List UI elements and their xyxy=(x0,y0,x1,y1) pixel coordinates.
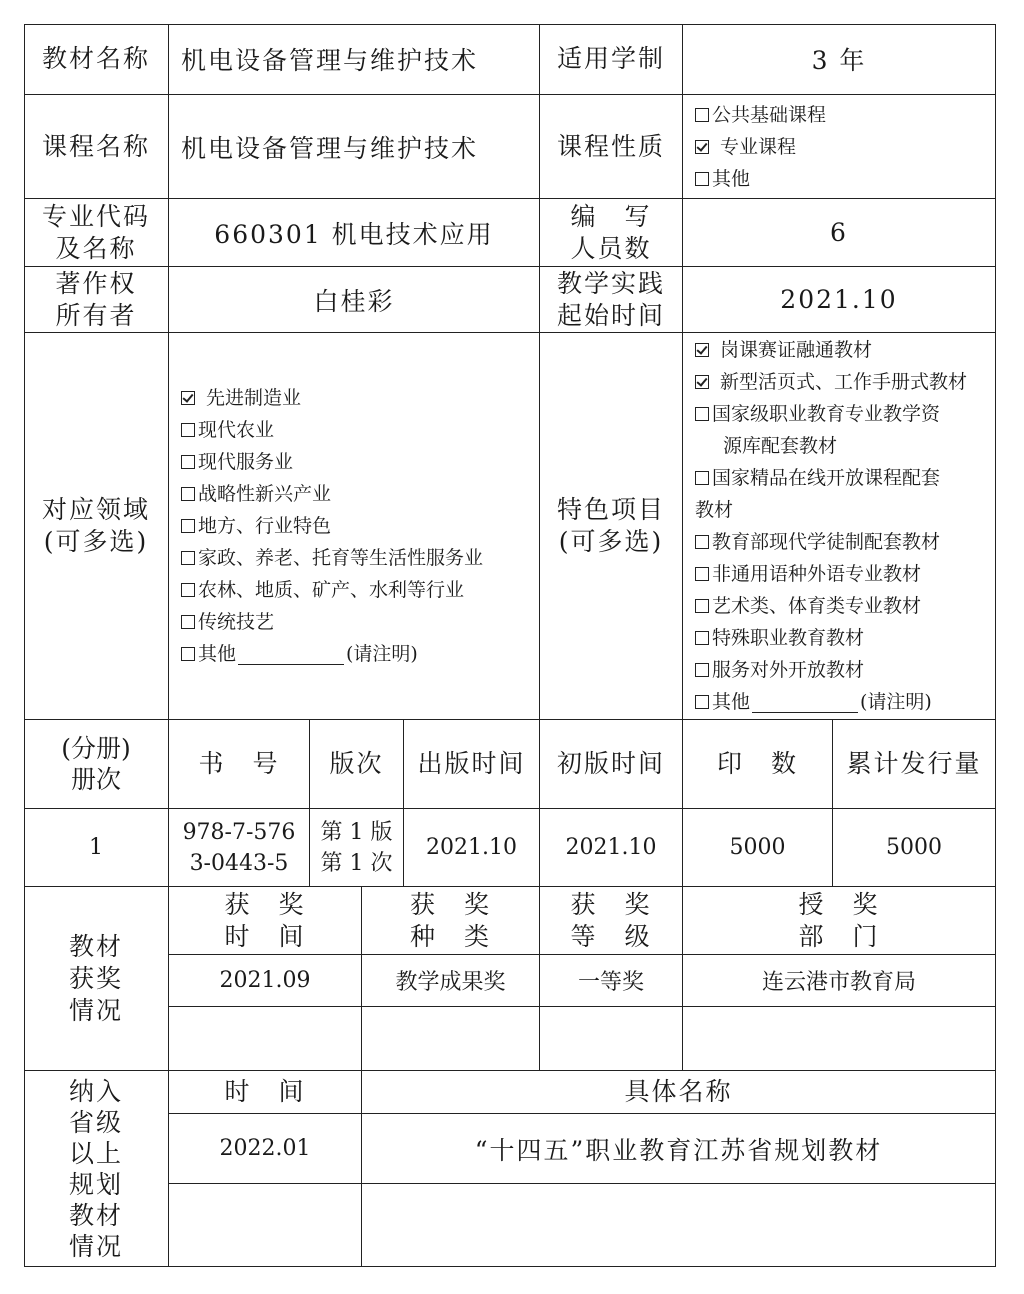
header-provincial-time xyxy=(169,1071,362,1114)
option-label: 现代服务业 xyxy=(198,451,294,473)
label-line: (可多选) xyxy=(43,527,149,556)
option-label: 战略性新兴产业 xyxy=(198,483,332,505)
nature-option[interactable] xyxy=(695,163,750,195)
label-text: 教材名称 xyxy=(41,44,150,73)
checkbox[interactable] xyxy=(181,647,195,661)
label-line: 规划 xyxy=(68,1169,123,1199)
header-line: 册次 xyxy=(70,765,121,794)
cell-line: 978-7-576 xyxy=(182,819,296,845)
option-note: (请注明) xyxy=(346,643,418,665)
writers-value xyxy=(683,199,996,267)
header-first-edition-time xyxy=(540,720,683,809)
label-school-system xyxy=(540,24,683,95)
header-text: 书 号 xyxy=(198,749,280,778)
option-label: 国家级职业教育专业教学资 xyxy=(712,403,941,425)
award-empty-cell[interactable] xyxy=(540,1007,683,1071)
label-textbook-name xyxy=(24,24,169,95)
label-line: 纳入 xyxy=(68,1076,123,1106)
cell-text: 教学成果奖 xyxy=(395,970,506,995)
header-line: 获 奖 xyxy=(224,889,306,919)
label-line: 专业代码 xyxy=(41,201,150,231)
checkbox[interactable] xyxy=(695,172,709,186)
field-option[interactable] xyxy=(181,606,274,638)
field-option[interactable] xyxy=(181,542,483,574)
cell-line: 3-0443-5 xyxy=(189,850,289,876)
feature-option[interactable] xyxy=(695,366,967,398)
label-line: 教材 xyxy=(68,931,123,961)
cell-volume xyxy=(24,809,169,887)
value-text: 6 xyxy=(830,218,848,247)
fill-in-blank[interactable] xyxy=(238,644,344,665)
label-writers xyxy=(540,199,683,267)
header-publish-time xyxy=(404,720,540,809)
header-line: 种 类 xyxy=(409,921,491,951)
option-label: 服务对外开放教材 xyxy=(712,659,865,681)
textbook-name-value xyxy=(169,24,540,95)
cell-print-count xyxy=(683,809,833,887)
option-label: 国家精品在线开放课程配套 xyxy=(712,467,941,489)
header-award-dept xyxy=(683,887,996,955)
award-empty-cell[interactable] xyxy=(683,1007,996,1071)
feature-option[interactable] xyxy=(695,334,872,366)
field-option-other[interactable] xyxy=(181,638,418,670)
cell-total-issued xyxy=(833,809,996,887)
checkbox[interactable] xyxy=(181,551,195,565)
checkbox[interactable] xyxy=(181,519,195,533)
cell-text: 2022.01 xyxy=(219,1136,311,1161)
field-option[interactable] xyxy=(181,414,274,446)
header-text: 印 数 xyxy=(716,749,798,778)
award-empty-cell[interactable] xyxy=(169,1007,362,1071)
header-award-time xyxy=(169,887,362,955)
checkbox[interactable] xyxy=(695,599,709,613)
label-text: 适用学制 xyxy=(556,44,665,73)
header-edition xyxy=(310,720,404,809)
option-label: 新型活页式、工作手册式教材 xyxy=(720,371,968,393)
course-name-value xyxy=(169,95,540,199)
feature-option[interactable] xyxy=(695,558,921,590)
option-label: 家政、养老、托育等生活性服务业 xyxy=(198,547,484,569)
provincial-empty-cell[interactable] xyxy=(362,1184,996,1267)
cell-text: “十四五”职业教育江苏省规划教材 xyxy=(474,1135,883,1165)
award-dept xyxy=(683,955,996,1007)
checkbox[interactable] xyxy=(695,375,709,389)
provincial-name xyxy=(362,1114,996,1184)
checkbox[interactable] xyxy=(181,615,195,629)
school-system-value xyxy=(683,24,996,95)
label-text: 课程名称 xyxy=(41,131,150,161)
label-line: 著作权 xyxy=(55,268,137,298)
label-feature xyxy=(540,333,683,720)
header-award-level xyxy=(540,887,683,955)
checkbox[interactable] xyxy=(695,663,709,677)
header-line: 授 奖 xyxy=(798,889,880,919)
cell-line: 第 1 次 xyxy=(320,850,393,876)
feature-option[interactable] xyxy=(695,654,864,686)
award-kind xyxy=(362,955,540,1007)
header-isbn xyxy=(169,720,310,809)
award-empty-cell[interactable] xyxy=(362,1007,540,1071)
cell-publish-time xyxy=(404,809,540,887)
option-label: 特殊职业教育教材 xyxy=(712,627,865,649)
label-line: 教学实践 xyxy=(556,268,665,298)
label-text: 课程性质 xyxy=(556,131,665,161)
feature-option[interactable] xyxy=(695,590,921,622)
option-label: 现代农业 xyxy=(198,419,275,441)
label-course-nature xyxy=(540,95,683,199)
label-copyright xyxy=(24,267,169,333)
header-line: 获 奖 xyxy=(409,889,491,919)
checkbox[interactable] xyxy=(181,455,195,469)
award-time xyxy=(169,955,362,1007)
value-text: 白桂彩 xyxy=(313,286,395,316)
field-option[interactable] xyxy=(181,478,331,510)
header-text: 版次 xyxy=(329,749,384,778)
cell-line: 第 1 版 xyxy=(320,819,393,845)
checkbox[interactable] xyxy=(695,471,709,485)
option-label: 教育部现代学徒制配套教材 xyxy=(712,531,941,553)
cell-edition xyxy=(310,809,404,887)
award-level xyxy=(540,955,683,1007)
checkbox[interactable] xyxy=(695,140,709,154)
label-line: 对应领域 xyxy=(41,495,150,524)
header-print-count xyxy=(683,720,833,809)
label-major xyxy=(24,199,169,267)
label-line: 所有者 xyxy=(55,300,137,330)
feature-options xyxy=(683,333,996,720)
nature-option[interactable] xyxy=(695,99,826,131)
header-volume xyxy=(24,720,169,809)
feature-option[interactable] xyxy=(695,526,940,558)
checkbox[interactable] xyxy=(695,407,709,421)
option-label: 先进制造业 xyxy=(206,387,302,409)
field-options xyxy=(169,333,540,720)
practice-start-value xyxy=(683,267,996,333)
checkbox[interactable] xyxy=(181,487,195,501)
header-text: 累计发行量 xyxy=(846,749,982,778)
label-line: 以上 xyxy=(68,1138,123,1168)
label-line: 获奖 xyxy=(68,963,123,993)
header-text: 具体名称 xyxy=(624,1077,733,1106)
label-practice-start xyxy=(540,267,683,333)
option-label: 非通用语种外语专业教材 xyxy=(712,563,922,585)
option-label: 艺术类、体育类专业教材 xyxy=(712,595,922,617)
feature-option[interactable] xyxy=(695,622,864,654)
cell-text: 一等奖 xyxy=(577,970,644,995)
header-text: 出版时间 xyxy=(417,749,526,778)
header-line: 获 奖 xyxy=(570,889,652,919)
major-value xyxy=(169,199,540,267)
label-line: (可多选) xyxy=(558,527,664,556)
feature-option[interactable] xyxy=(695,398,940,430)
label-line: 情况 xyxy=(68,1231,123,1261)
label-field xyxy=(24,333,169,720)
field-option[interactable] xyxy=(181,446,293,478)
field-option[interactable] xyxy=(181,510,331,542)
cell-text: 连云港市教育局 xyxy=(761,970,916,995)
option-label: 地方、行业特色 xyxy=(198,515,332,537)
fill-in-blank[interactable] xyxy=(752,692,858,713)
option-label: 其他 xyxy=(712,691,751,713)
header-line: 部 门 xyxy=(798,921,880,951)
option-label: 岗课赛证融通教材 xyxy=(720,339,873,361)
value-text: 2021.10 xyxy=(780,285,898,314)
feature-option-continuation xyxy=(695,494,733,526)
feature-option-other[interactable] xyxy=(695,686,932,718)
label-line: 情况 xyxy=(68,995,123,1025)
cell-text: 1 xyxy=(89,835,103,860)
checkbox[interactable] xyxy=(695,695,709,709)
field-option[interactable] xyxy=(181,382,301,414)
feature-option[interactable] xyxy=(695,462,940,494)
label-line: 起始时间 xyxy=(556,300,665,330)
option-note: (请注明) xyxy=(860,691,932,713)
header-text: 时 间 xyxy=(224,1077,306,1106)
label-line: 教材 xyxy=(68,1200,123,1230)
value-text: 机电设备管理与维护技术 xyxy=(181,46,479,75)
option-label: 教材 xyxy=(695,499,734,521)
label-line: 省级 xyxy=(68,1107,123,1137)
field-option[interactable] xyxy=(181,574,464,606)
header-award-kind xyxy=(362,887,540,955)
label-line: 人员数 xyxy=(570,233,652,263)
cell-text: 2021.10 xyxy=(426,835,517,860)
option-label: 源库配套教材 xyxy=(723,435,838,457)
cell-text: 2021.09 xyxy=(219,968,311,993)
label-awards xyxy=(24,887,169,1071)
checkbox[interactable] xyxy=(695,631,709,645)
checkbox[interactable] xyxy=(695,108,709,122)
header-line: (分册) xyxy=(61,734,131,763)
option-label: 农林、地质、矿产、水利等行业 xyxy=(198,579,465,601)
cell-isbn xyxy=(169,809,310,887)
checkbox[interactable] xyxy=(695,567,709,581)
value-text: 3 年 xyxy=(811,46,867,75)
value-text: 机电设备管理与维护技术 xyxy=(181,133,479,163)
checkbox[interactable] xyxy=(181,423,195,437)
header-total-issued xyxy=(833,720,996,809)
checkbox[interactable] xyxy=(695,535,709,549)
header-provincial-name xyxy=(362,1071,996,1114)
cell-text: 5000 xyxy=(886,835,942,860)
checkbox[interactable] xyxy=(181,391,195,405)
header-text: 初版时间 xyxy=(556,749,665,778)
checkbox[interactable] xyxy=(695,343,709,357)
cell-text: 2021.10 xyxy=(565,835,657,860)
course-nature-options xyxy=(683,95,996,199)
copyright-value xyxy=(169,267,540,333)
label-line: 及名称 xyxy=(55,233,137,263)
option-label: 传统技艺 xyxy=(198,611,275,633)
option-label: 专业课程 xyxy=(720,135,797,158)
checkbox[interactable] xyxy=(181,583,195,597)
label-provincial xyxy=(24,1071,169,1267)
option-label: 公共基础课程 xyxy=(712,103,827,126)
label-line: 特色项目 xyxy=(556,495,665,524)
header-line: 等 级 xyxy=(570,921,652,951)
nature-option[interactable] xyxy=(695,131,796,163)
cell-first-edition-time xyxy=(540,809,683,887)
label-course-name xyxy=(24,95,169,199)
feature-option-continuation xyxy=(695,430,837,462)
provincial-empty-cell[interactable] xyxy=(169,1184,362,1267)
label-line: 编 写 xyxy=(570,201,652,231)
cell-text: 5000 xyxy=(729,835,786,860)
value-text: 660301 机电技术应用 xyxy=(214,219,494,249)
option-label: 其他 xyxy=(198,643,237,665)
option-label: 其他 xyxy=(712,167,751,190)
provincial-time xyxy=(169,1114,362,1184)
header-line: 时 间 xyxy=(224,921,306,951)
